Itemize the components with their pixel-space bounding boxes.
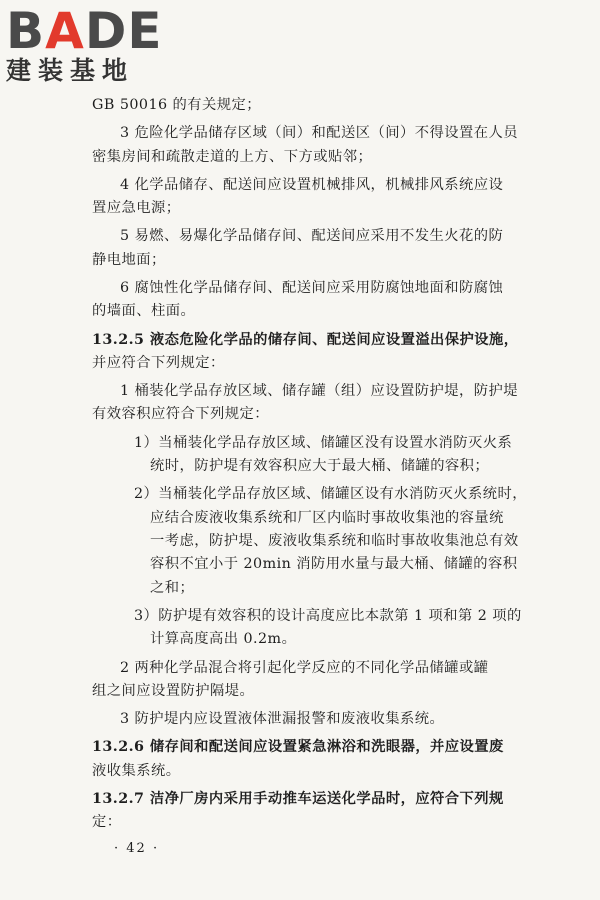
page-number: · 42 · (114, 840, 160, 856)
text-line: 应结合废液收集系统和厂区内临时事故收集池的容量统 (150, 509, 504, 526)
text-line: 组之间应设置防护隔堤。 (92, 682, 255, 699)
text-line: 一考虑，防护堤、废液收集系统和临时事故收集池总有效 (150, 533, 519, 550)
text-line: 之和； (150, 579, 195, 596)
list-item: 3 防护堤内应设置液体泄漏报警和废液收集系统。 (120, 711, 445, 728)
logo-brand (6, 4, 186, 58)
text-line: 密集房间和疏散走道的上方、下方或贴邻； (92, 148, 373, 165)
list-item: 2 两种化学品混合将引起化学反应的不同化学品储罐或罐 (120, 659, 489, 676)
clause-13-2-7: 13.2.7 洁净厂房内采用手动推车运送化学品时，应符合下列规 (92, 790, 504, 807)
clause-13-2-5: 13.2.5 液态危险化学品的储存间、配送间应设置溢出保护设施， (92, 331, 519, 348)
logo-subtitle: 建装基地 (6, 56, 135, 85)
list-item: 1 桶装化学品存放区域、储存罐（组）应设置防护堤，防护堤 (120, 383, 518, 400)
list-item: 3 危险化学品储存区域（间）和配送区（间）不得设置在人员 (120, 125, 518, 142)
text-line: GB 50016 的有关规定； (92, 97, 262, 113)
text-line: 的墙面、柱面。 (92, 303, 196, 320)
bade-logo (6, 4, 186, 86)
list-item: 6 腐蚀性化学品储存间、配送间应采用防腐蚀地面和防腐蚀 (120, 279, 504, 296)
text-line: 并应符合下列规定： (92, 354, 225, 371)
sub-item: 1）当桶装化学品存放区域、储罐区没有设置水消防灭火系 (134, 434, 513, 451)
text-line: 定： (92, 814, 122, 831)
text-line: 液收集系统。 (92, 762, 181, 779)
text-line: 统时，防护堤有效容积应大于最大桶、储罐的容积； (150, 458, 490, 475)
sub-item: 3）防护堤有效容积的设计高度应比本款第 1 项和第 2 项的 (134, 607, 522, 624)
clause-13-2-6: 13.2.6 储存间和配送间应设置紧急淋浴和洗眼器，并应设置废 (92, 739, 504, 756)
text-line: 置应急电源； (92, 200, 181, 217)
text-line: 计算高度高出 0.2m。 (150, 631, 297, 648)
list-item: 4 化学品储存、配送间应设置机械排风，机械排风系统应设 (120, 176, 504, 193)
text-line: 静电地面； (92, 251, 166, 268)
text-line: 有效容积应符合下列规定： (92, 406, 269, 423)
document-page (92, 94, 527, 856)
list-item: 5 易燃、易爆化学品储存间、配送间应采用不发生火花的防 (120, 228, 504, 245)
sub-item: 2）当桶装化学品存放区域、储罐区设有水消防灭火系统时， (134, 486, 527, 503)
logo-brand-text: BADE (6, 2, 163, 60)
text-line: 容积不宜小于 20min 消防用水量与最大桶、储罐的容积 (150, 556, 518, 573)
